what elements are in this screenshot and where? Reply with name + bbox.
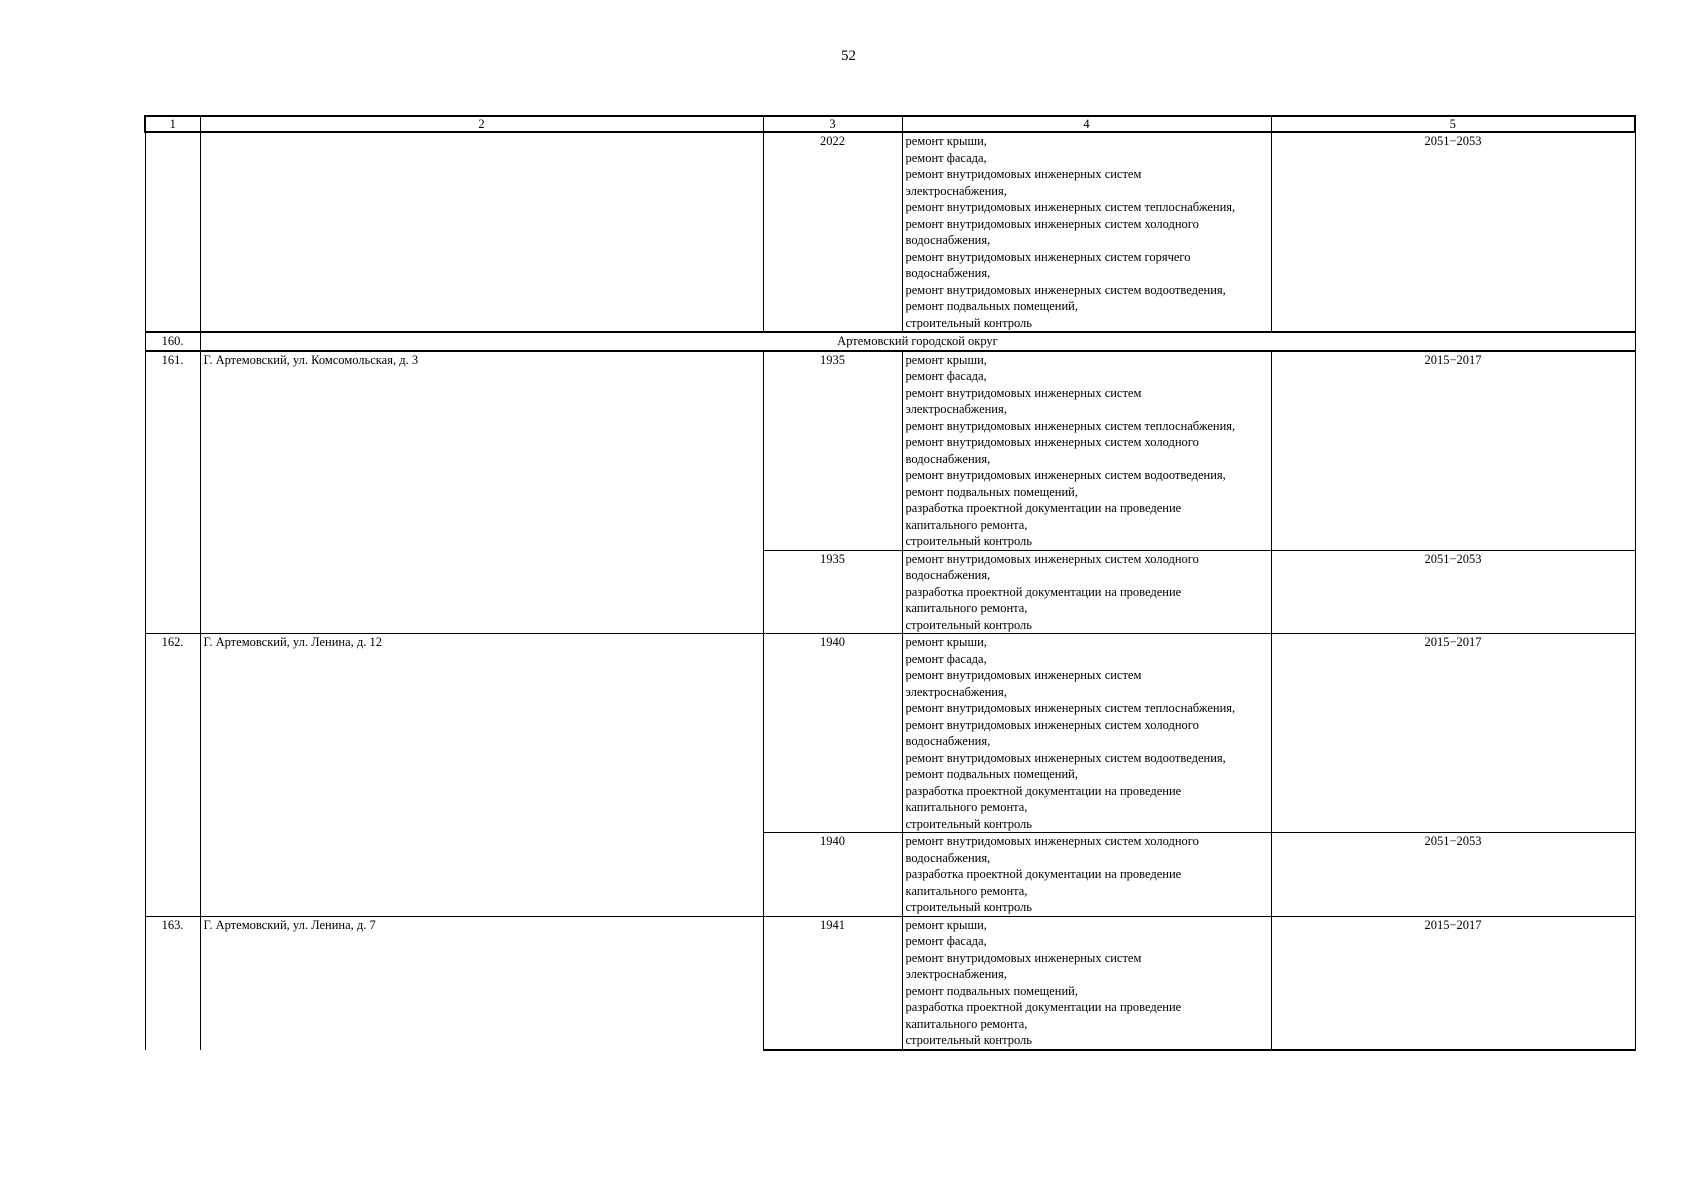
- district-row: [145, 332, 1635, 351]
- works-cell: ремонт внутридомовых инженерных систем холодного водоснабжения, разработка проектной документации на проведение капитального ремонта, строительный контроль: [902, 550, 1271, 634]
- column-number-header: [145, 116, 1635, 132]
- period-cell: 2015−2017: [1271, 634, 1635, 833]
- works-cell: ремонт внутридомовых инженерных систем холодного водоснабжения, разработка проектной документации на проведение капитального ремонта, строительный контроль: [902, 833, 1271, 917]
- year-cell: 1935: [763, 550, 902, 634]
- table-row: [145, 916, 1635, 1050]
- row-number-cell: 160.: [145, 332, 200, 351]
- table-row: [145, 351, 1635, 551]
- address-cell: [200, 132, 763, 332]
- address-cell: Г. Артемовский, ул. Комсомольская, д. 3: [200, 351, 763, 634]
- period-cell: 2015−2017: [1271, 351, 1635, 551]
- header-cell: 3: [763, 116, 902, 132]
- period-cell: 2051−2053: [1271, 132, 1635, 332]
- table-row: [145, 132, 1635, 332]
- period-cell: 2051−2053: [1271, 833, 1635, 917]
- header-cell: 2: [200, 116, 763, 132]
- address-cell: Г. Артемовский, ул. Ленина, д. 7: [200, 916, 763, 1050]
- row-number-cell: 161.: [145, 351, 200, 634]
- period-cell: 2015−2017: [1271, 916, 1635, 1050]
- table-row: [145, 634, 1635, 833]
- row-number-cell: [145, 132, 200, 332]
- district-name: Артемовский городской округ: [200, 332, 1635, 351]
- year-cell: 2022: [763, 132, 902, 332]
- header-cell: 4: [902, 116, 1271, 132]
- page-number: 52: [841, 48, 856, 64]
- row-number-cell: 162.: [145, 634, 200, 917]
- header-cell: 1: [145, 116, 200, 132]
- year-cell: 1940: [763, 634, 902, 833]
- year-cell: 1941: [763, 916, 902, 1050]
- row-number-cell: 163.: [145, 916, 200, 1050]
- works-cell: ремонт крыши, ремонт фасада, ремонт внутридомовых инженерных систем электроснабжения, ремонт внутридомовых инженерных систем теплоснабжения, ремонт внутридомовых инженерных систем холодного водоснабжения, ремонт внутридомовых инженерных систем горячего водоснабжения, ремонт внутридомовых инженерных систем водоотведения, ремонт подвальных помещений, строительный контроль: [902, 132, 1271, 332]
- period-cell: 2051−2053: [1271, 550, 1635, 634]
- works-cell: ремонт крыши, ремонт фасада, ремонт внутридомовых инженерных систем электроснабжения, ремонт подвальных помещений, разработка проектной документации на проведение капитального ремонта, строительный контроль: [902, 916, 1271, 1050]
- address-cell: Г. Артемовский, ул. Ленина, д. 12: [200, 634, 763, 917]
- year-cell: 1940: [763, 833, 902, 917]
- year-cell: 1935: [763, 351, 902, 551]
- register-table: [144, 115, 1636, 1051]
- header-cell: 5: [1271, 116, 1635, 132]
- works-cell: ремонт крыши, ремонт фасада, ремонт внутридомовых инженерных систем электроснабжения, ремонт внутридомовых инженерных систем теплоснабжения, ремонт внутридомовых инженерных систем холодного водоснабжения, ремонт внутридомовых инженерных систем водоотведения, ремонт подвальных помещений, разработка проектной документации на проведение капитального ремонта, строительный контроль: [902, 351, 1271, 551]
- works-cell: ремонт крыши, ремонт фасада, ремонт внутридомовых инженерных систем электроснабжения, ремонт внутридомовых инженерных систем теплоснабжения, ремонт внутридомовых инженерных систем холодного водоснабжения, ремонт внутридомовых инженерных систем водоотведения, ремонт подвальных помещений, разработка проектной документации на проведение капитального ремонта, строительный контроль: [902, 634, 1271, 833]
